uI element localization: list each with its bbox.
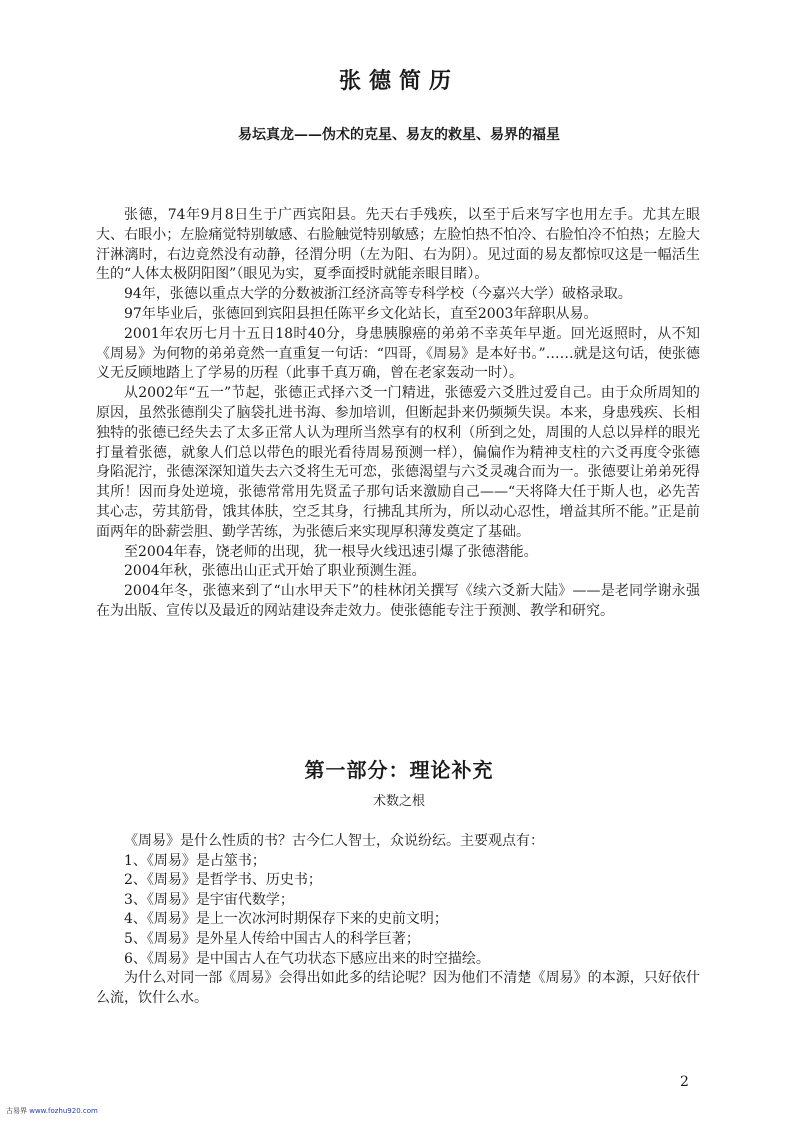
paragraph: 从2002年“五一”节起，张德正式择六爻一门精进，张德爱六爻胜过爱自己。由于众所周知的原因，虽然张德削尖了脑袋扎进书海、参加培训，但断起卦来仍频频失误。本来，身患残疾、长相独特的张德已经失去了太多正常人认为理所当然享有的权利（所到之处，周围的人总以异样的眼光打量着张德，就象人们总以带色的眼光看待周易预测一样），偏偏作为精神支柱的六爻再度令张德身陷泥泞，张德深深知道失去六爻将生无可恋，张德渴望与六爻灵魂合而为一。张德要让弟弟死得其所！因而身处逆境，张德常常用先贤孟子那句话来激励自己——“天将降大任于斯人也，必先苦其心志，劳其筋骨，饿其体肤，空乏其身，行拂乱其所为，所以动心忍性，增益其所不能。”正是前面两年的卧薪尝胆、勤学苦练，为张德后来实现厚积薄发奠定了基础。	[96, 385, 700, 540]
section-subtitle: 术数之根	[372, 794, 425, 809]
list-item: 3、《周易》是宇宙代数学；	[124, 891, 294, 908]
footer-watermark	[6, 1106, 98, 1116]
biography-text	[96, 206, 700, 622]
page-subtitle: 易坛真龙——伪术的克星、易友的救星、易界的福星	[238, 127, 560, 143]
section-body	[96, 832, 700, 1008]
watermark-label: 古易界	[6, 1107, 27, 1115]
paragraph: 2004年冬，张德来到了“山水甲天下”的桂林闭关撰写《续六爻新大陆》——是老同学谢永强在为出版、宣传以及最近的网站建设奔走效力。使张德能专注于预测、教学和研究。	[96, 583, 700, 619]
list-item: 2、《周易》是哲学书、历史书；	[124, 872, 322, 889]
paragraph: 94年，张德以重点大学的分数被浙江经济高等专科学校（今嘉兴大学）破格录取。	[124, 286, 632, 303]
section-title: 第一部分：理论补充	[304, 758, 494, 782]
list-item: 6、《周易》是中国古人在气功状态下感应出来的时空描绘。	[124, 950, 490, 967]
paragraph: 张德，74年9月8日生于广西宾阳县。先天右手残疾，以至于后来写字也用左手。尤其左眼大、右眼小；左脸痛觉特别敏感、右脸触觉特别敏感；左脸怕热不怕冷、右脸怕冷不怕热；左脸大汗淋漓时，右边竟然没有动静，径渭分明（左为阳、右为阴）。见过面的易友都惊叹这是一幅活生生的“人体太极阴阳图”（眼见为实，夏季面授时就能亲眼目睹）。	[96, 207, 700, 283]
paragraph: 2001年农历七月十五日18时40分，身患胰腺癌的弟弟不幸英年早逝。回光返照时，从不知《周易》为何物的弟弟竟然一直重复一句话：“四哥，《周易》是本好书。”……就是这句话，使张德义无反顾地踏上了学易的历程（此事千真万确，曾在老家轰动一时）。	[96, 325, 700, 382]
page-number: 2	[680, 1074, 689, 1090]
paragraph: 2004年秋，张德出山正式开始了职业预测生涯。	[124, 563, 426, 580]
list-item: 4、《周易》是上一次冰河时期保存下来的史前文明；	[124, 911, 448, 928]
section-conclusion: 为什么对同一部《周易》会得出如此多的结论呢？因为他们不清楚《周易》的本源，只好依什么流，饮什么水。	[96, 970, 700, 1006]
page-title: 张德简历	[338, 68, 459, 94]
watermark-url: www.fozhu920.com	[29, 1107, 98, 1115]
section-intro: 《周易》是什么性质的书？古今仁人智士，众说纷纭。主要观点有：	[124, 833, 544, 849]
list-item: 5、《周易》是外星人传给中国古人的科学巨著；	[124, 930, 420, 947]
paragraph: 至2004年春，饶老师的出现，犹一根导火线迅速引爆了张德潜能。	[124, 543, 538, 560]
list-item: 1、《周易》是占筮书；	[124, 852, 266, 869]
paragraph: 97年毕业后，张德回到宾阳县担任陈平乡文化站长，直至2003年辞职从易。	[124, 305, 598, 322]
